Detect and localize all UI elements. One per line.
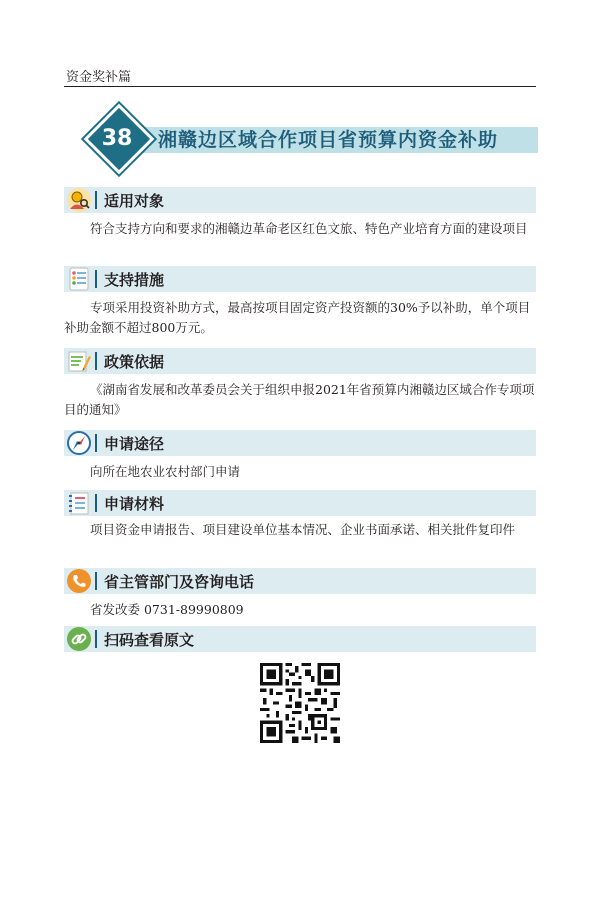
section-title: 申请材料 — [104, 495, 165, 513]
link-icon — [66, 625, 92, 653]
section-separator — [95, 572, 97, 590]
policy-title-block — [92, 110, 542, 168]
section-title: 申请途径 — [104, 435, 165, 453]
page-title: 湘赣边区域合作项目省预算内资金补助 — [158, 129, 499, 151]
section-header-support — [64, 266, 536, 292]
section-body-eligibility: 符合支持方向和要求的湘赣边革命老区红色文旅、特色产业培育方面的建设项目 — [90, 221, 528, 236]
section-separator — [95, 494, 97, 512]
header-divider — [64, 86, 536, 87]
section-body-policy-basis: 《湖南省发展和改革委员会关于组织申报2021年省预算内湘赣边区域合作专项项目的通知》 — [64, 382, 535, 417]
binder-list-icon — [66, 489, 92, 517]
section-title: 省主管部门及咨询电话 — [104, 573, 255, 591]
section-separator — [95, 630, 97, 648]
checklist-icon — [66, 265, 92, 293]
section-header-application-materials — [64, 490, 536, 516]
section-header-policy-basis — [64, 348, 536, 374]
section-title: 扫码查看原文 — [104, 631, 195, 649]
section-body-application-channel: 向所在地农业农村部门申请 — [90, 464, 241, 479]
section-header-eligibility — [64, 187, 536, 213]
section-separator — [95, 191, 97, 209]
qr-code[interactable] — [260, 663, 340, 743]
policy-number: 38 — [101, 126, 133, 151]
section-title: 支持措施 — [104, 271, 165, 289]
section-body-support: 专项采用投资补助方式，最高按项目固定资产投资额的30%予以补助，单个项目补助金额不超过800万元。 — [64, 300, 531, 335]
section-separator — [95, 270, 97, 288]
section-header-contact — [64, 568, 536, 594]
section-title: 适用对象 — [104, 192, 165, 210]
phone-icon — [66, 567, 92, 595]
section-title: 政策依据 — [104, 353, 165, 371]
person-search-icon — [66, 186, 92, 214]
section-label: 资金奖补篇 — [66, 70, 132, 85]
section-header-scan-code — [64, 626, 536, 652]
section-separator — [95, 434, 97, 452]
section-separator — [95, 352, 97, 370]
section-header-application-channel — [64, 430, 536, 456]
document-pen-icon — [66, 347, 92, 375]
section-body-application-materials: 项目资金申请报告、项目建设单位基本情况、企业书面承诺、相关批件复印件 — [90, 522, 516, 537]
section-body-contact: 省发改委 0731-89990809 — [90, 602, 244, 617]
compass-icon — [66, 429, 92, 457]
